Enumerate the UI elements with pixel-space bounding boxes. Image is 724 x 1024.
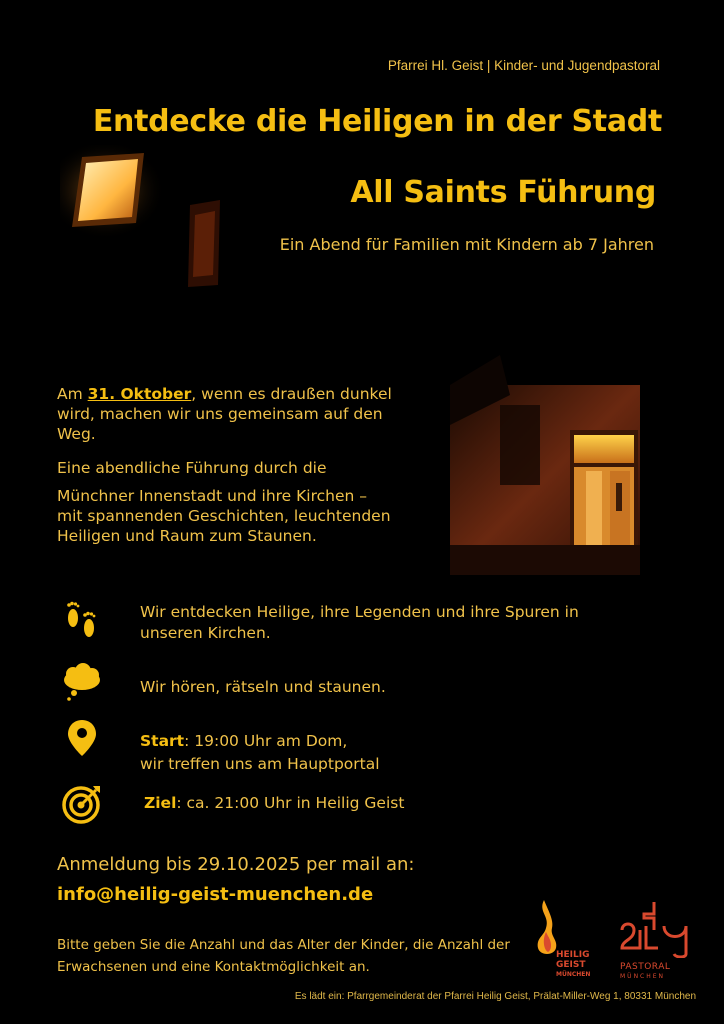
organization-line: Pfarrei Hl. Geist | Kinder- und Jugendpastoral [387, 58, 660, 73]
description-line-2: Münchner Innenstadt und ihre Kirchen – mit spannenden Geschichten, leuchtenden Heiligen und Raum zum Staunen. [57, 487, 391, 545]
intro-paragraph [57, 384, 397, 444]
lit-building-photo-right [430, 355, 645, 580]
feature-listen: Wir hören, rätseln und staunen. [140, 678, 386, 696]
target-icon [60, 782, 104, 826]
feature-goal [144, 792, 404, 814]
heilig-geist-logo [530, 898, 602, 982]
page-title: Entdecke die Heiligen in der Stadt [92, 104, 662, 139]
start-label: Start [140, 732, 185, 750]
feature-start-2: wir treffen uns am Hauptportal [140, 755, 380, 773]
lit-window-photo-top [60, 145, 240, 290]
footer-credit: Es lädt ein: Pfarrgemeinderat der Pfarrei Heilig Geist, Prälat-Miller-Weg 1, 80331 München [294, 991, 696, 1002]
logo-muenchen: MÜNCHEN [556, 971, 591, 978]
logo-pastoral-text: PASTORAL [620, 962, 671, 972]
contact-email[interactable]: info@heilig-geist-muenchen.de [57, 884, 374, 905]
feature-explore: Wir entdecken Heilige, ihre Legenden und ihre Spuren in [140, 603, 579, 621]
registration-note: Bitte geben Sie die Anzahl und das Alter der Kinder, die Anzahl der Erwachsenen und eine Kontaktmöglichkeit an. [57, 937, 510, 975]
pastoral-cross-icon [616, 900, 696, 958]
flame-icon [530, 898, 570, 958]
location-pin-icon [60, 716, 104, 760]
logo-geist: GEIST [556, 960, 586, 970]
audience-line: Ein Abend für Familien mit Kindern ab 7 Jahren [279, 235, 654, 254]
goal-text: : ca. 21:00 Uhr in Heilig Geist [176, 794, 405, 812]
logo-pastoral-city: MÜNCHEN [620, 973, 666, 980]
registration-line: Anmeldung bis 29.10.2025 per mail an: [57, 854, 415, 875]
pastoral-logo [616, 900, 698, 982]
feature-start [140, 730, 347, 752]
start-text: : 19:00 Uhr am Dom, [184, 732, 348, 750]
goal-label: Ziel [144, 794, 177, 812]
event-date: 31. Oktober [87, 385, 192, 403]
intro-prefix: Am [57, 385, 88, 403]
feature-explore-2: unseren Kirchen. [140, 624, 271, 642]
intro-suffix: , wenn es draußen dunkel wird, machen wir uns gemeinsam auf den Weg. [57, 385, 392, 443]
description-line-1: Eine abendliche Führung durch die [57, 459, 327, 477]
logo-heilig: HEILIG [556, 950, 590, 960]
thought-cloud-icon [60, 660, 104, 704]
footprints-icon [60, 598, 104, 642]
page-subtitle: All Saints Führung [350, 175, 656, 210]
